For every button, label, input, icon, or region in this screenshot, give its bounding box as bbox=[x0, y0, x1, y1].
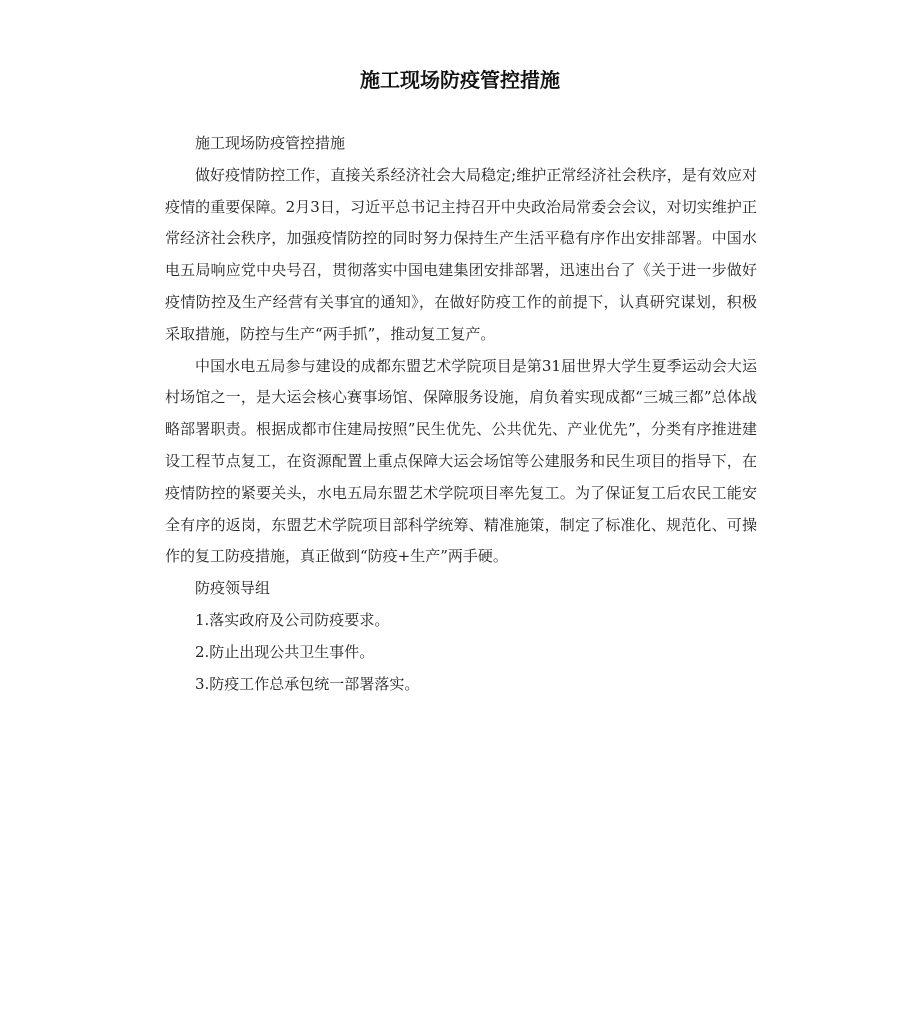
paragraph-subtitle: 施工现场防疫管控措施 bbox=[195, 134, 346, 152]
list-item: 3.防疫工作总承包统一部署落实。 bbox=[195, 674, 420, 693]
document-body bbox=[165, 128, 757, 700]
document-title: 施工现场防疫管控措施 bbox=[360, 68, 560, 92]
paragraph-intro: 做好疫情防控工作，直接关系经济社会大局稳定;维护正常经济社会秩序，是有效应对疫情的重要保障。2月3日，习近平总书记主持召开中央政治局常委会会议，对切实维护正常经济社会秩序，加强疫情防控的同时努力保持生产生活平稳有序作出安排部署。中国水电五局响应党中央号召，贯彻落实中国电建集团安排部署，迅速出台了《关于进一步做好疫情防控及生产经营有关事宜的通知》，在做好防疫工作的前提下，认真研究谋划，积极采取措施，防控与生产“两手抓”，推动复工复产。 bbox=[165, 165, 757, 343]
list-item: 1.落实政府及公司防疫要求。 bbox=[195, 610, 390, 629]
paragraph-project: 中国水电五局参与建设的成都东盟艺术学院项目是第31届世界大学生夏季运动会大运村场馆之一，是大运会核心赛事场馆、保障服务设施，肩负着实现成都“三城三都”总体战略部署职责。根据成都市住建局按照”民生优先、公共优先、产业优先”，分类有序推进建设工程节点复工，在资源配置上重点保障大运会场馆等公建服务和民生项目的指导下，在疫情防控的紧要关头，水电五局东盟艺术学院项目率先复工。为了保证复工后农民工能安全有序的返岗，东盟艺术学院项目部科学统筹、精准施策，制定了标准化、规范化、可操作的复工防疫措施，真正做到“防疫+生产”两手硬。 bbox=[165, 356, 757, 566]
list-item: 2.防止出现公共卫生事件。 bbox=[195, 642, 375, 661]
section-heading-leadership: 防疫领导组 bbox=[195, 579, 271, 598]
